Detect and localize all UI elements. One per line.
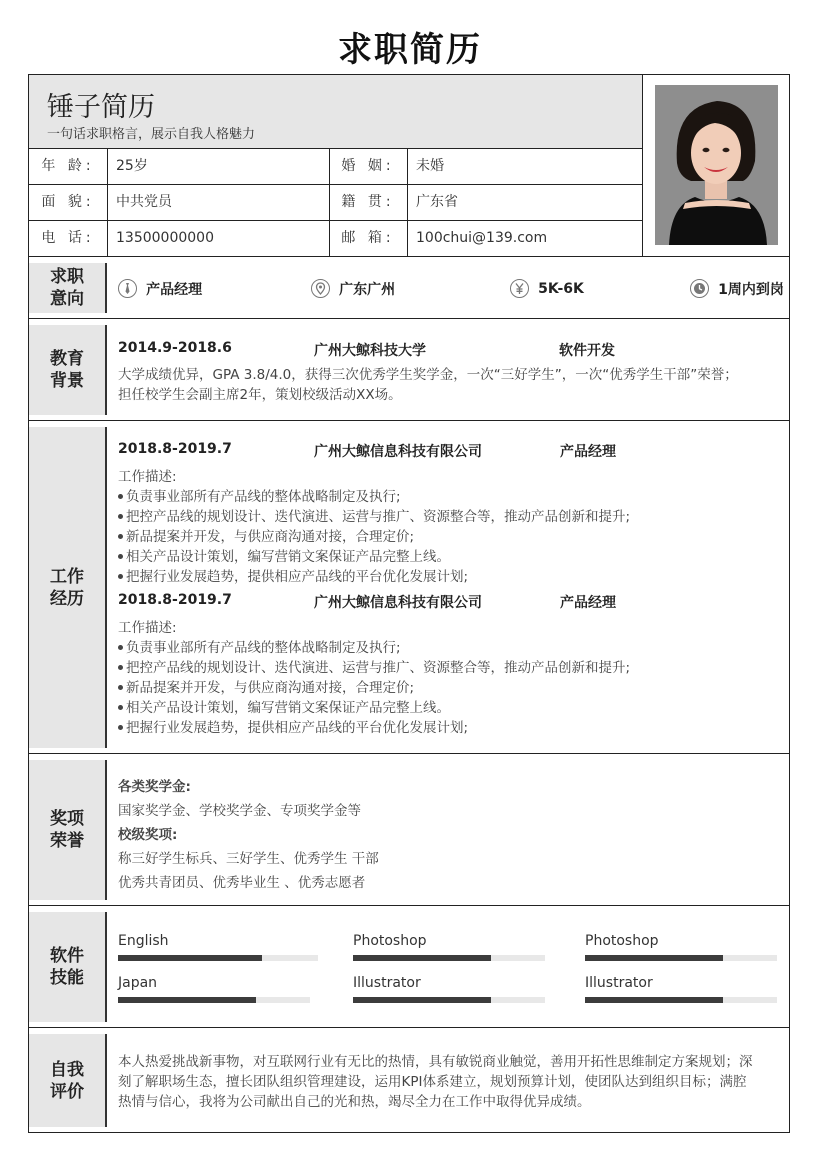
skill-bar-fill — [118, 955, 262, 961]
job-2-duty-1: 负责事业部所有产品线的整体战略制定及执行; — [118, 636, 401, 656]
experience-label — [29, 427, 107, 748]
school-award-line2: 优秀共青团员、优秀毕业生 、优秀志愿者 — [118, 875, 366, 891]
intention-label-line2: 意向 — [50, 289, 84, 309]
skill-bar-fill — [353, 955, 491, 961]
page-title: 求职简历 — [338, 30, 482, 70]
school-award-title: 校级奖项: — [118, 827, 178, 843]
skills-label-line1: 软件 — [50, 946, 84, 966]
candidate-name: 锤子简历 — [47, 92, 155, 123]
job-2-duty-2: 把控产品线的规划设计、迭代演进、运营与推广、资源整合等，推动产品创新和提升; — [118, 656, 630, 676]
self-eval-label-line2: 评价 — [50, 1081, 84, 1102]
candidate-photo — [655, 85, 778, 245]
skill-name: Illustrator — [585, 975, 653, 991]
skill-bar-fill — [118, 997, 256, 1003]
intention-salary: 5K-6K — [538, 280, 584, 297]
skill-bar — [585, 997, 777, 1003]
job-1-duty-4: 相关产品设计策划，编写营销文案保证产品完整上线。 — [118, 545, 450, 565]
job-1-company: 广州大鲸信息科技有限公司 — [314, 444, 482, 460]
honors-label-line1: 奖项 — [50, 809, 84, 829]
job-1-duty-5: 把握行业发展趋势，提供相应产品线的平台优化发展计划; — [118, 565, 468, 585]
job-1-desc-title: 工作描述: — [118, 469, 177, 485]
education-desc-line2: 担任校学生会副主席2年，策划校级活动XX场。 — [118, 387, 402, 403]
education-label-line1: 教育 — [50, 349, 84, 369]
skill-bar — [118, 955, 318, 961]
skill-name: Photoshop — [585, 933, 659, 949]
self-eval-label — [29, 1034, 107, 1127]
info-row-age — [29, 149, 642, 185]
section-honors — [28, 753, 790, 906]
education-desc-line1: 大学成绩优异，GPA 3.8/4.0，获得三次优秀学生奖学金，一次“三好学生”，一次“优秀学生干部”荣誉； — [118, 367, 738, 383]
origin-value: 广东省 — [416, 194, 458, 210]
tie-icon — [118, 279, 137, 298]
education-school: 广州大鲸科技大学 — [314, 343, 426, 359]
job-1-duty-3: 新品提案并开发，与供应商沟通对接，合理定价; — [118, 525, 414, 545]
skills-label-line2: 技能 — [50, 968, 84, 988]
experience-label-line2: 经历 — [50, 588, 84, 609]
job-2-company: 广州大鲸信息科技有限公司 — [314, 595, 482, 611]
skill-bar-fill — [585, 997, 723, 1003]
self-eval-line2: 刻了解职场生态，擅长团队组织管理建设，运用KPI体系建立，规划预算计划，使团队达到组织目标；满腔 — [118, 1074, 747, 1090]
yen-icon — [510, 279, 529, 298]
skill-bar-fill — [585, 955, 723, 961]
education-label — [29, 325, 107, 415]
skill-bar — [118, 997, 310, 1003]
section-self-eval — [28, 1027, 790, 1133]
skill-bar — [353, 955, 545, 961]
intention-availability: 1周内到岗 — [718, 281, 784, 298]
email-label: 邮 箱: — [341, 230, 395, 246]
name-banner — [29, 75, 642, 149]
self-eval-label-line1: 自我 — [50, 1059, 84, 1080]
job-2-period: 2018.8-2019.7 — [118, 592, 232, 608]
skill-name: Japan — [118, 975, 158, 991]
section-intention — [28, 256, 790, 319]
info-row-politics — [29, 185, 642, 221]
intention-item-location — [311, 278, 395, 299]
marriage-label: 婚 姻: — [341, 158, 395, 174]
honors-label-line2: 荣誉 — [50, 831, 84, 851]
profile-header — [28, 74, 790, 257]
honors-label — [29, 760, 107, 900]
job-1-duty-2: 把控产品线的规划设计、迭代演进、运营与推广、资源整合等，推动产品创新和提升; — [118, 505, 630, 525]
skill-name: English — [118, 933, 169, 949]
scholarship-title: 各类奖学金: — [118, 779, 191, 795]
job-1-position: 产品经理 — [560, 444, 616, 460]
self-eval-line3: 热情与信心，我将为公司献出自己的光和热，竭尽全力在工作中取得优异成绩。 — [118, 1094, 591, 1110]
skill-name: Illustrator — [353, 975, 421, 991]
intention-item-availability — [690, 278, 784, 299]
self-eval-line1: 本人热爱挑战新事物，对互联网行业有无比的热情，具有敏锐商业触觉，善用开拓性思维制定方案规划；深 — [118, 1054, 753, 1070]
intention-item-salary — [510, 278, 584, 298]
job-2-duty-5: 把握行业发展趋势，提供相应产品线的平台优化发展计划; — [118, 716, 468, 736]
candidate-motto: 一句话求职格言，展示自我人格魅力 — [47, 127, 256, 142]
job-2-desc-title: 工作描述: — [118, 620, 177, 636]
age-label: 年 龄: — [41, 158, 95, 174]
education-label-line2: 背景 — [50, 371, 84, 391]
intention-position: 产品经理 — [146, 281, 203, 298]
intention-label — [29, 263, 107, 313]
skills-label — [29, 912, 107, 1022]
job-1-period: 2018.8-2019.7 — [118, 441, 232, 457]
job-2-duty-3: 新品提案并开发，与供应商沟通对接，合理定价; — [118, 676, 414, 696]
location-icon — [311, 279, 330, 298]
education-period: 2014.9-2018.6 — [118, 340, 232, 356]
phone-value: 13500000000 — [116, 230, 214, 246]
age-value: 25岁 — [116, 158, 148, 174]
photo-cell — [642, 75, 789, 256]
skill-name: Photoshop — [353, 933, 427, 949]
clock-icon — [690, 279, 709, 298]
job-1-duty-1: 负责事业部所有产品线的整体战略制定及执行; — [118, 485, 401, 505]
email-value[interactable]: 100chui@139.com — [416, 230, 548, 246]
education-major: 软件开发 — [559, 343, 615, 359]
section-experience — [28, 420, 790, 754]
politics-label: 面 貌: — [41, 194, 95, 210]
skill-bar — [585, 955, 777, 961]
section-education — [28, 318, 790, 421]
info-row-contact — [29, 221, 642, 257]
school-award-line1: 称三好学生标兵、三好学生、优秀学生 干部 — [118, 851, 379, 867]
intention-item-position — [118, 278, 202, 299]
intention-label-line1: 求职 — [50, 267, 84, 287]
experience-label-line1: 工作 — [50, 566, 84, 587]
skill-bar-fill — [353, 997, 491, 1003]
section-skills — [28, 905, 790, 1028]
politics-value: 中共党员 — [116, 194, 172, 210]
skill-bar — [353, 997, 545, 1003]
job-2-position: 产品经理 — [560, 595, 616, 611]
marriage-value: 未婚 — [416, 158, 444, 174]
intention-location: 广东广州 — [339, 281, 396, 298]
scholarship-text: 国家奖学金、学校奖学金、专项奖学金等 — [118, 803, 361, 819]
origin-label: 籍 贯: — [341, 194, 395, 210]
job-2-duty-4: 相关产品设计策划，编写营销文案保证产品完整上线。 — [118, 696, 450, 716]
phone-label: 电 话: — [41, 230, 95, 246]
